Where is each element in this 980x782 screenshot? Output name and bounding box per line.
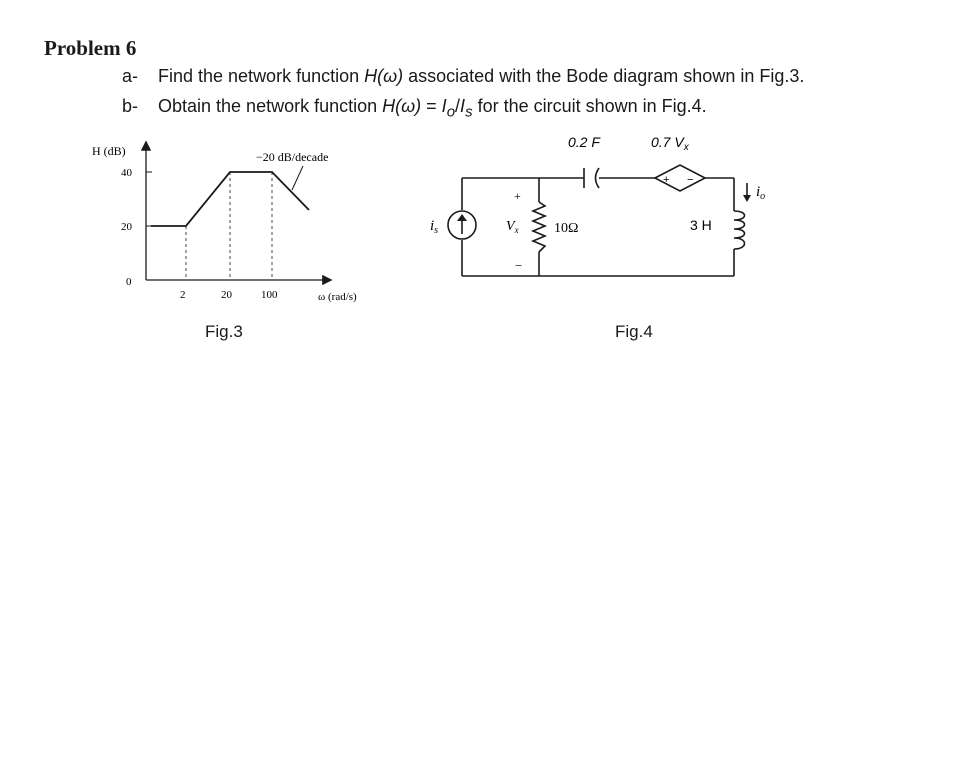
is-label-main: i [430, 218, 435, 234]
question-b-slash: / [455, 96, 461, 116]
problem-title: Problem 6 [44, 36, 137, 60]
question-b-is-sub: s [465, 103, 473, 121]
question-a-marker: a- [122, 66, 139, 86]
question-b-function: H(ω) [382, 96, 422, 116]
fig3-y-tick-label-20: 20 [121, 221, 132, 233]
inductor [734, 211, 745, 249]
dep-source-plus: + [663, 174, 670, 186]
fig4-labels [430, 134, 765, 273]
fig3-y-axis-label: H (dB) [92, 144, 126, 158]
is-label-sub: s [434, 225, 439, 236]
resistor [533, 202, 545, 252]
inductor-label: 3 H [690, 217, 712, 233]
fig3-x-axis-label: ω (rad/s) [318, 291, 357, 303]
fig3-slope-pointer [292, 166, 303, 190]
vx-plus: + [514, 189, 521, 203]
dep-source-minus: − [687, 174, 694, 186]
vx-label-sub: x [514, 225, 519, 235]
io-label-main: i [756, 184, 761, 200]
fig3-x-tick-label-100: 100 [261, 289, 278, 301]
fig3-slope-annotation: −20 dB/decade [256, 150, 329, 164]
cap-label: 0.2 F [568, 134, 600, 150]
fig3-bode-plot [92, 143, 357, 303]
fig3-x-tick-label-20: 20 [221, 289, 232, 301]
vx-minus: − [515, 258, 523, 273]
resistor-label: 10Ω [554, 221, 579, 236]
dep-source-label-sub: x [683, 142, 689, 153]
question-b-io: I [441, 96, 447, 116]
io-arrow-icon [743, 195, 751, 202]
question-a-text-1: Find the network function [158, 66, 365, 86]
fig3-x-tick-label-2: 2 [180, 289, 186, 301]
question-a-text-2: associated with the Bode diagram shown in Fig.3. [403, 66, 805, 86]
question-b-text-1: Obtain the network function [158, 96, 383, 116]
vx-label-main: V [506, 219, 515, 234]
question-b-is: I [460, 96, 466, 116]
fig3-y-tick-label-40: 40 [121, 167, 132, 179]
question-a-function: H(ω) [364, 66, 404, 86]
vx-label [506, 219, 519, 235]
question-b-text-2: for the circuit shown in Fig.4. [472, 96, 707, 116]
fig3-caption: Fig.3 [205, 322, 243, 341]
question-b-io-sub: o [446, 103, 456, 121]
fig4-caption: Fig.4 [615, 322, 653, 341]
io-label-sub: o [760, 191, 766, 202]
io-label [756, 184, 765, 202]
dep-source-label [651, 134, 690, 153]
question-b-marker: b- [122, 96, 139, 116]
question-b-equals: = [421, 96, 442, 116]
fig3-y-tick-label-0: 0 [126, 276, 132, 288]
is-label [430, 218, 438, 236]
dep-source-label-main: 0.7 V [651, 134, 684, 150]
capacitor-plate-2 [596, 168, 600, 188]
